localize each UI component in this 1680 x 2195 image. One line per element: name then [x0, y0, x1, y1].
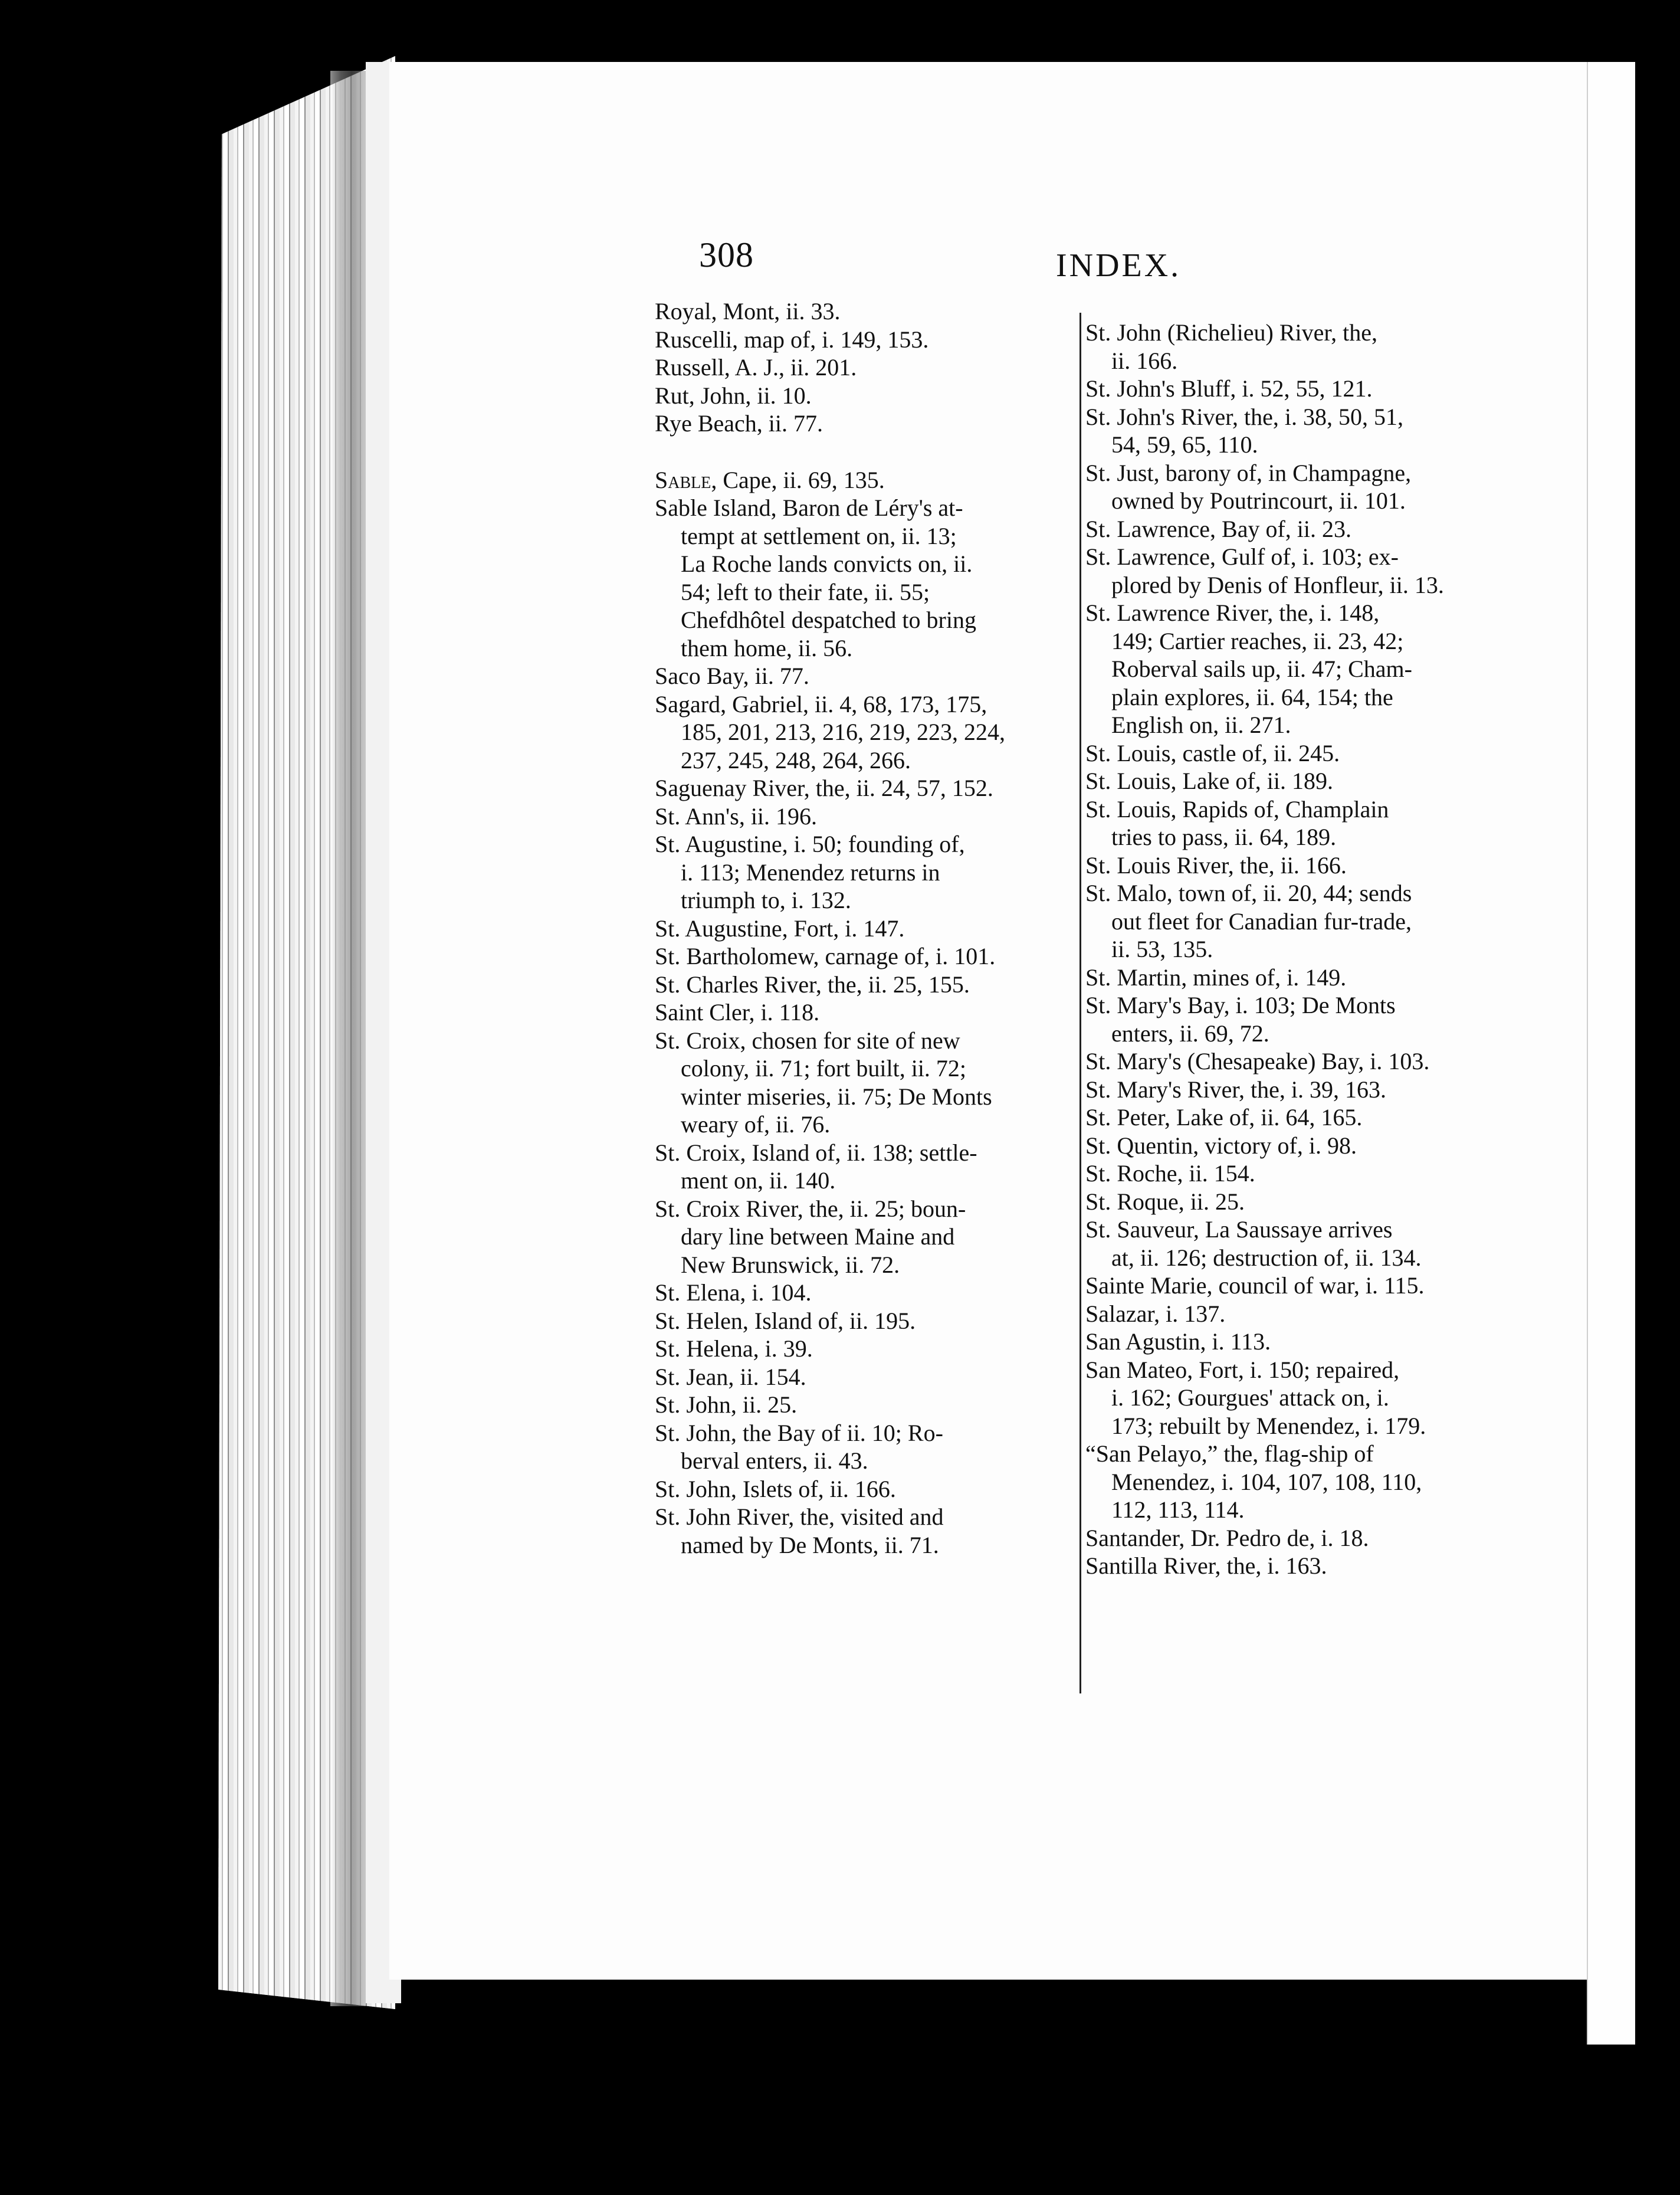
- index-entry-heading: St. Roche, ii. 154.: [1085, 1160, 1255, 1187]
- index-entry-heading: St. John's Bluff, i. 52, 55, 121.: [1085, 375, 1373, 402]
- index-entry: [1085, 375, 1534, 403]
- index-entry-heading: Sable, Cape, ii. 69, 135.: [655, 466, 885, 493]
- index-entry: [655, 1139, 1079, 1195]
- column-divider: [1079, 313, 1081, 1693]
- index-entry-continuation: 112, 113, 114.: [1111, 1496, 1245, 1523]
- index-entry: [1085, 1216, 1534, 1272]
- index-entry: [1085, 1272, 1534, 1300]
- index-entry-continuation: plored by Denis of Honfleur, ii. 13.: [1111, 571, 1444, 598]
- index-entry-continuation: weary of, ii. 76.: [681, 1111, 831, 1138]
- index-entry-heading: St. Mary's River, the, i. 39, 163.: [1085, 1076, 1387, 1103]
- index-entry-heading: St. Lawrence River, the, i. 148,: [1085, 599, 1380, 626]
- index-entry-heading: St. Malo, town of, ii. 20, 44; sends: [1085, 880, 1412, 906]
- index-entry-heading: Ruscelli, map of, i. 149, 153.: [655, 326, 929, 353]
- index-entry: [655, 1335, 1079, 1363]
- index-entry-heading: St. Quentin, victory of, i. 98.: [1085, 1132, 1357, 1159]
- index-entry-continuation: out fleet for Canadian fur-trade,: [1111, 908, 1412, 935]
- index-entry-continuation: 54, 59, 65, 110.: [1111, 431, 1258, 458]
- index-entry-continuation: winter miseries, ii. 75; De Monts: [681, 1083, 992, 1110]
- index-entry-heading: St. Augustine, Fort, i. 147.: [655, 915, 905, 942]
- index-entry: [1085, 739, 1534, 768]
- index-column-right: [1085, 319, 1534, 1580]
- index-entry-heading: St. Elena, i. 104.: [655, 1279, 812, 1306]
- index-entry-heading: Royal, Mont, ii. 33.: [655, 298, 841, 325]
- index-entry: [1085, 1440, 1534, 1524]
- index-entry-continuation: 173; rebuilt by Menendez, i. 179.: [1111, 1412, 1426, 1439]
- index-entry-continuation: enters, ii. 69, 72.: [1111, 1020, 1269, 1047]
- index-entry-heading: “San Pelayo,” the, flag-ship of: [1085, 1440, 1374, 1467]
- index-entry: [655, 1503, 1079, 1559]
- index-entry: [1085, 795, 1534, 851]
- index-entry-continuation: La Roche lands convicts on, ii.: [681, 551, 973, 577]
- index-entry-continuation: Roberval sails up, ii. 47; Cham-: [1111, 656, 1412, 682]
- index-entry-heading: Saco Bay, ii. 77.: [655, 663, 809, 689]
- index-entry: [1085, 1047, 1534, 1076]
- index-entry-heading: San Mateo, Fort, i. 150; repaired,: [1085, 1356, 1400, 1383]
- index-entry: [1085, 1103, 1534, 1132]
- index-entry: [1085, 851, 1534, 880]
- index-entry: [1085, 319, 1534, 375]
- index-entry: [1085, 1159, 1534, 1188]
- index-entry-continuation: named by De Monts, ii. 71.: [681, 1531, 939, 1558]
- index-entry-continuation: i. 113; Menendez returns in: [681, 859, 940, 886]
- running-head: INDEX.: [1056, 247, 1182, 284]
- index-entry-continuation: them home, ii. 56.: [681, 634, 853, 661]
- index-entry: [1085, 1356, 1534, 1440]
- index-entry: [655, 353, 1079, 382]
- index-entry-heading: St. Mary's (Chesapeake) Bay, i. 103.: [1085, 1048, 1430, 1074]
- index-entry: [655, 326, 1079, 354]
- index-entry-heading: Russell, A. J., ii. 201.: [655, 354, 857, 381]
- index-entry: [1085, 1132, 1534, 1160]
- index-entry: [655, 409, 1079, 438]
- index-entry-heading: St. Croix, Island of, ii. 138; settle-: [655, 1139, 977, 1166]
- index-entry: [655, 774, 1079, 802]
- index-entry-continuation: ii. 166.: [1111, 347, 1178, 374]
- index-entry-continuation: triumph to, i. 132.: [681, 887, 851, 913]
- index-entry-continuation: colony, ii. 71; fort built, ii. 72;: [681, 1055, 967, 1082]
- index-entry-continuation: 185, 201, 213, 216, 219, 223, 224,: [681, 719, 1005, 745]
- index-entry: [655, 1279, 1079, 1307]
- index-entry-heading: Rye Beach, ii. 77.: [655, 410, 823, 437]
- index-entry: [1085, 543, 1534, 599]
- index-entry-continuation: ii. 53, 135.: [1111, 936, 1213, 962]
- index-entry: [1085, 1552, 1534, 1580]
- entry-gap: [655, 438, 1079, 466]
- index-entry-heading: St. Louis, Lake of, ii. 189.: [1085, 768, 1333, 794]
- index-entry: [655, 830, 1079, 915]
- index-entry-heading: Sagard, Gabriel, ii. 4, 68, 173, 175,: [655, 690, 987, 718]
- index-entry-continuation: ment on, ii. 140.: [681, 1167, 836, 1194]
- index-entry-heading: St. Louis River, the, ii. 166.: [1085, 851, 1347, 879]
- index-entry: [655, 1475, 1079, 1503]
- index-entry-heading: St. Croix River, the, ii. 25; boun-: [655, 1195, 966, 1222]
- index-entry: [655, 1195, 1079, 1279]
- index-entry: [1085, 599, 1534, 739]
- index-entry: [1085, 1076, 1534, 1104]
- index-entry-heading: St. John, ii. 25.: [655, 1391, 798, 1418]
- page-right-edge: [1587, 62, 1635, 2045]
- index-entry: [1085, 515, 1534, 543]
- index-entry-heading: St. Ann's, ii. 196.: [655, 802, 818, 830]
- index-entry-continuation: 54; left to their fate, ii. 55;: [681, 578, 930, 605]
- index-entry-continuation: dary line between Maine and: [681, 1223, 955, 1250]
- index-entry-heading: St. John River, the, visited and: [655, 1503, 944, 1530]
- index-entry-continuation: New Brunswick, ii. 72.: [681, 1251, 900, 1278]
- index-entry: [655, 1419, 1079, 1475]
- spine-shadow: [330, 71, 366, 2006]
- index-entry-heading: San Agustin, i. 113.: [1085, 1328, 1271, 1355]
- index-entry: [655, 1363, 1079, 1391]
- index-entry-heading: Salazar, i. 137.: [1085, 1300, 1226, 1327]
- index-entry-heading: St. John's River, the, i. 38, 50, 51,: [1085, 403, 1403, 430]
- index-entry-continuation: Menendez, i. 104, 107, 108, 110,: [1111, 1468, 1422, 1495]
- index-entry: [655, 297, 1079, 326]
- index-entry-continuation: berval enters, ii. 43.: [681, 1447, 868, 1474]
- index-entry: [655, 1307, 1079, 1335]
- index-entry-heading: St. Helena, i. 39.: [655, 1335, 813, 1362]
- index-entry-heading: St. Lawrence, Bay of, ii. 23.: [1085, 515, 1351, 542]
- index-entry: [655, 802, 1079, 831]
- index-entry-continuation: 237, 245, 248, 264, 266.: [681, 746, 911, 774]
- page-number: 308: [699, 235, 754, 274]
- index-entry-heading: St. John, the Bay of ii. 10; Ro-: [655, 1419, 943, 1446]
- index-entry-heading: Rut, John, ii. 10.: [655, 382, 812, 409]
- index-entry-heading: Saguenay River, the, ii. 24, 57, 152.: [655, 775, 993, 801]
- index-entry: [655, 466, 1079, 494]
- index-entry-heading: St. Helen, Island of, ii. 195.: [655, 1307, 916, 1334]
- index-entry-heading: St. Jean, ii. 154.: [655, 1363, 806, 1390]
- index-entry-heading: St. Louis, Rapids of, Champlain: [1085, 795, 1389, 823]
- index-entry-heading: Sable Island, Baron de Léry's at-: [655, 494, 963, 521]
- index-entry-heading: St. Roque, ii. 25.: [1085, 1188, 1245, 1215]
- index-entry-continuation: 149; Cartier reaches, ii. 23, 42;: [1111, 627, 1404, 654]
- index-entry: [1085, 403, 1534, 459]
- index-entry-heading: St. Martin, mines of, i. 149.: [1085, 964, 1347, 991]
- index-entry: [1085, 459, 1534, 515]
- index-entry: [1085, 1524, 1534, 1552]
- index-entry-heading: St. Sauveur, La Saussaye arrives: [1085, 1216, 1393, 1243]
- index-entry-continuation: tries to pass, ii. 64, 189.: [1111, 824, 1337, 850]
- index-entry: [655, 1027, 1079, 1139]
- index-entry-continuation: i. 162; Gourgues' attack on, i.: [1111, 1384, 1389, 1411]
- index-entry-heading: St. Louis, castle of, ii. 245.: [1085, 739, 1340, 766]
- index-entry: [655, 915, 1079, 943]
- index-entry-continuation: owned by Poutrincourt, ii. 101.: [1111, 487, 1406, 514]
- index-entry-continuation: plain explores, ii. 64, 154; the: [1111, 683, 1393, 710]
- index-entry: [655, 494, 1079, 662]
- index-entry: [655, 690, 1079, 775]
- index-entry-heading: St. Peter, Lake of, ii. 64, 165.: [1085, 1104, 1363, 1131]
- index-entry: [1085, 1300, 1534, 1328]
- index-entry: [1085, 964, 1534, 992]
- index-entry-heading: Saint Cler, i. 118.: [655, 999, 820, 1026]
- index-entry-heading: Sainte Marie, council of war, i. 115.: [1085, 1272, 1425, 1299]
- index-entry-heading: St. Augustine, i. 50; founding of,: [655, 831, 965, 857]
- index-entry-continuation: tempt at settlement on, ii. 13;: [681, 522, 957, 549]
- index-entry: [1085, 1328, 1534, 1356]
- index-entry: [655, 971, 1079, 999]
- index-entry: [655, 382, 1079, 410]
- index-entry-heading: St. Mary's Bay, i. 103; De Monts: [1085, 992, 1396, 1018]
- index-entry: [655, 942, 1079, 971]
- index-entry-heading: St. Lawrence, Gulf of, i. 103; ex-: [1085, 543, 1399, 570]
- index-entry: [1085, 767, 1534, 795]
- index-entry-heading: St. John (Richelieu) River, the,: [1085, 319, 1377, 346]
- index-column-left: [655, 297, 1079, 1559]
- index-entry-heading: St. Just, barony of, in Champagne,: [1085, 459, 1412, 486]
- index-entry-continuation: English on, ii. 271.: [1111, 712, 1291, 738]
- index-entry-heading: St. Bartholomew, carnage of, i. 101.: [655, 943, 996, 969]
- index-entry: [655, 998, 1079, 1027]
- index-entry: [1085, 1188, 1534, 1216]
- index-entry-continuation: at, ii. 126; destruction of, ii. 134.: [1111, 1244, 1422, 1271]
- index-entry-heading: St. Charles River, the, ii. 25, 155.: [655, 971, 970, 998]
- index-entry-heading: St. Croix, chosen for site of new: [655, 1027, 960, 1054]
- index-entry: [655, 1391, 1079, 1419]
- index-entry: [655, 662, 1079, 690]
- index-entry-heading: Santilla River, the, i. 163.: [1085, 1552, 1327, 1579]
- index-entry-continuation: Chefdhôtel despatched to bring: [681, 607, 976, 633]
- index-entry-heading: St. John, Islets of, ii. 166.: [655, 1475, 896, 1502]
- index-entry-heading: Santander, Dr. Pedro de, i. 18.: [1085, 1524, 1369, 1551]
- index-entry: [1085, 991, 1534, 1047]
- index-entry: [1085, 879, 1534, 964]
